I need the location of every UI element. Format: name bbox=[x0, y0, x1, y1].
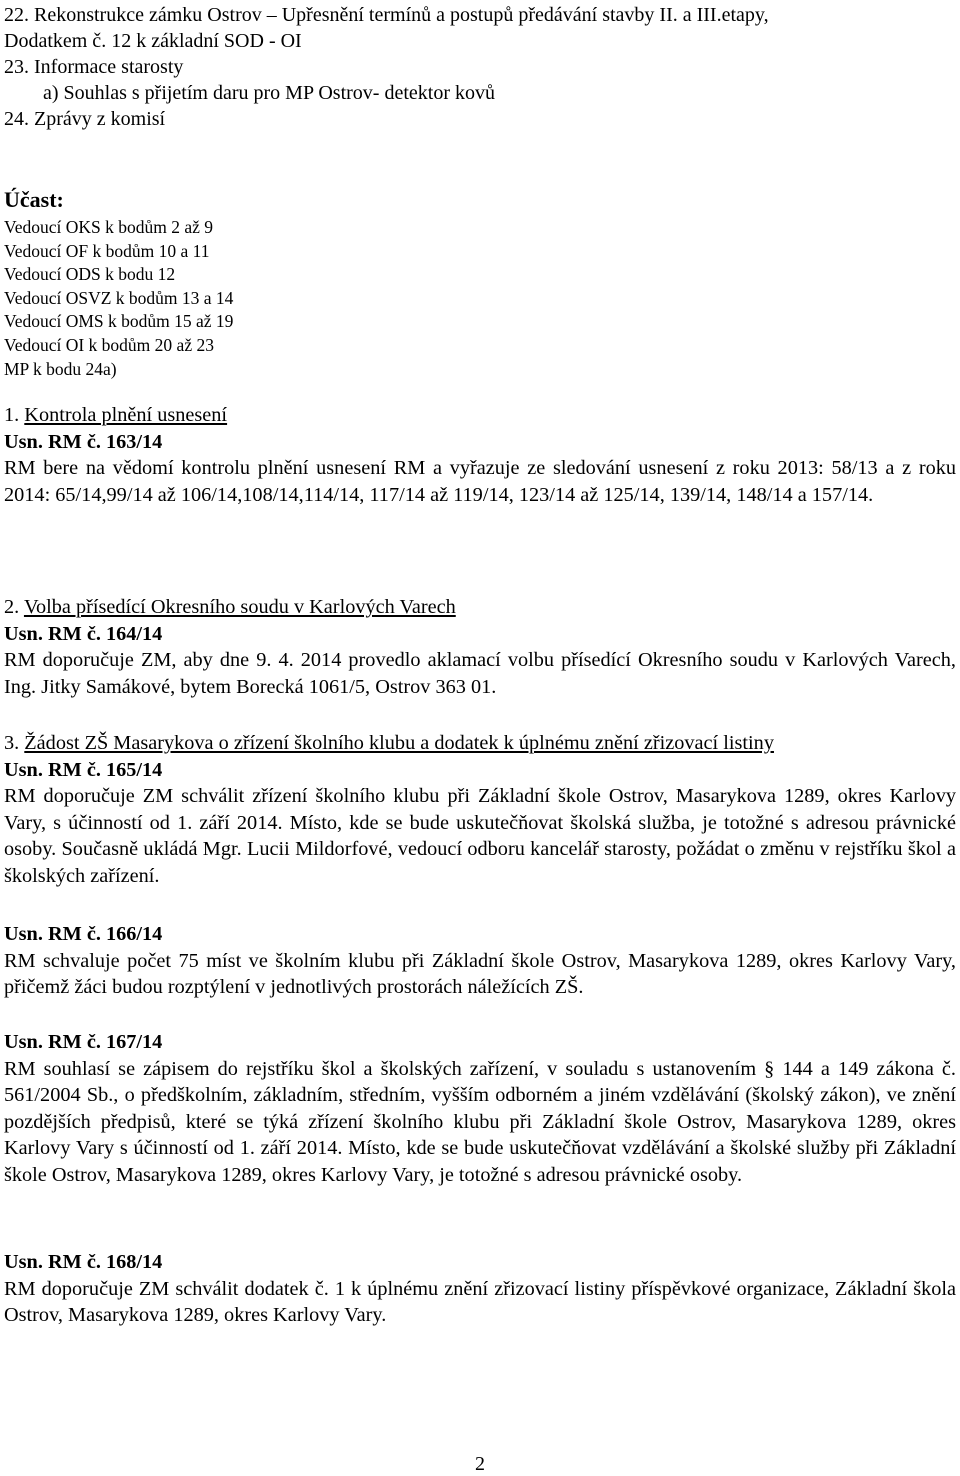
agenda-item-22-line1: 22. Rekonstrukce zámku Ostrov – Upřesnění termínů a postupů předávání stavby II. a III.etapy, bbox=[4, 4, 769, 26]
resolution-165-text: RM doporučuje ZM schválit zřízení školního klubu při Základní škole Ostrov, Masarykova 1289, okres Karlovy Vary, s účinností od 1. září 2014. Místo, kde se bude uskutečňovat školská služba, je totožné s adresou právnické osoby. Současně ukládá Mgr. Lucii Mildorfové, vedoucí odboru kancelář starosty, požádat o změnu v rejstříku škol a školských zařízení. bbox=[4, 785, 956, 887]
agenda-item-23: 23. Informace starosty bbox=[4, 56, 184, 78]
section-2 bbox=[4, 594, 956, 700]
agenda-item-22-line2: Dodatkem č. 12 k základní SOD - OI bbox=[4, 30, 302, 52]
resolution-164-text: RM doporučuje ZM, aby dne 9. 4. 2014 provedlo aklamací volbu přísedící Okresního soudu v Karlových Varech, Ing. Jitky Samákové, bytem Borecká 1061/5, Ostrov 363 01. bbox=[4, 649, 956, 698]
resolution-163-text: RM bere na vědomí kontrolu plnění usnesení RM a vyřazuje ze sledování usnesení z roku 2013: 58/13 a z roku 2014: 65/14,99/14 až 106/14,108/14,114/14, 117/14 až 119/14, 123/14 až 125/14, 139/14, 148/14 a 157/14. bbox=[4, 457, 956, 506]
resolution-166 bbox=[4, 921, 956, 1001]
section-2-number: 2. bbox=[4, 596, 20, 618]
resolution-167 bbox=[4, 1029, 956, 1188]
section-3 bbox=[4, 730, 956, 889]
participation-line: Vedoucí OKS k bodům 2 až 9 bbox=[4, 217, 214, 237]
participation-line: Vedoucí OMS k bodům 15 až 19 bbox=[4, 311, 234, 332]
resolution-168-text: RM doporučuje ZM schválit dodatek č. 1 k úplnému znění zřizovací listiny příspěvkové organizace, Základní škola Ostrov, Masarykova 1289, okres Karlovy Vary. bbox=[4, 1277, 956, 1326]
section-3-number: 3. bbox=[4, 732, 20, 754]
resolution-164-number: Usn. RM č. 164/14 bbox=[4, 622, 163, 645]
participation-block bbox=[4, 186, 954, 381]
section-1-number: 1. bbox=[4, 404, 20, 426]
agenda-item-23a: a) Souhlas s přijetím daru pro MP Ostrov- detektor kovů bbox=[43, 82, 495, 104]
resolution-166-number: Usn. RM č. 166/14 bbox=[4, 923, 163, 945]
resolution-165-number: Usn. RM č. 165/14 bbox=[4, 758, 163, 781]
section-3-title bbox=[4, 730, 956, 757]
resolution-168 bbox=[4, 1249, 956, 1329]
agenda-list bbox=[4, 2, 954, 132]
participation-line: Vedoucí ODS k bodu 12 bbox=[4, 264, 176, 285]
section-3-title-text: Žádost ZŠ Masarykova o zřízení školního klubu a dodatek k úplnému znění zřizovací listiny bbox=[24, 732, 774, 754]
participation-line: Vedoucí OF k bodům 10 a 11 bbox=[4, 240, 210, 261]
participation-line: Vedoucí OI k bodům 20 až 23 bbox=[4, 334, 214, 355]
resolution-166-text: RM schvaluje počet 75 míst ve školním klubu při Základní škole Ostrov, Masarykova 1289, okres Karlovy Vary, přičemž žáci budou rozptýlení v jednotlivých prostorách náležících ZŠ. bbox=[4, 949, 956, 998]
resolution-163-number: Usn. RM č. 163/14 bbox=[4, 430, 163, 453]
section-1-title bbox=[4, 402, 956, 429]
section-1 bbox=[4, 402, 956, 508]
resolution-167-text: RM souhlasí se zápisem do rejstříku škol a školských zařízení, v souladu s ustanovením § 144 a 149 zákona č. 561/2004 Sb., o předškolním, základním, středním, vyšším odborném a jiném vzdělávání (školský zákon), ve znění pozdějších předpisů, které se týká zřízení školního klubu při Základní škole Ostrov, Masarykova 1289, okres Karlovy Vary s účinností od 1. září 2014. Místo, kde se bude uskutečňovat vzdělávání a školské služby při Základní škole Ostrov, Masarykova 1289, okres Karlovy Vary, je totožné s adresou právnické osoby. bbox=[4, 1057, 956, 1186]
resolution-168-number: Usn. RM č. 168/14 bbox=[4, 1251, 163, 1273]
section-2-title bbox=[4, 594, 956, 621]
agenda-item-24: 24. Zprávy z komisí bbox=[4, 108, 166, 130]
resolution-167-number: Usn. RM č. 167/14 bbox=[4, 1031, 163, 1053]
section-1-title-text: Kontrola plnění usnesení bbox=[24, 404, 228, 426]
participation-line: MP k bodu 24a) bbox=[4, 358, 117, 379]
participation-heading: Účast: bbox=[4, 187, 64, 212]
section-2-title-text: Volba přísedící Okresního soudu v Karlových Varech bbox=[23, 596, 456, 618]
page-number: 2 bbox=[475, 1453, 485, 1475]
participation-line: Vedoucí OSVZ k bodům 13 a 14 bbox=[4, 287, 234, 308]
